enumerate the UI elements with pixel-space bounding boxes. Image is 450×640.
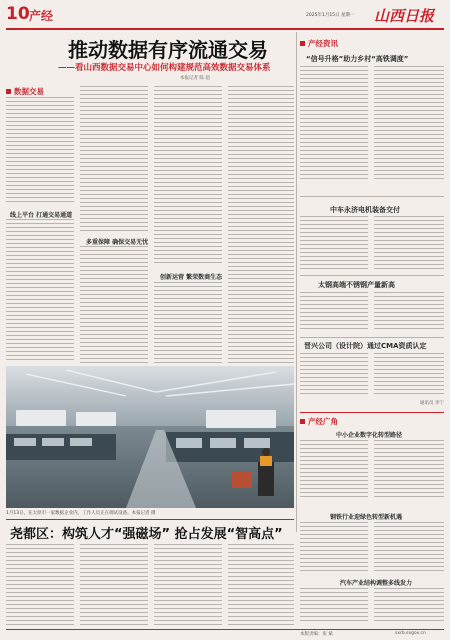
divider — [300, 275, 444, 276]
header-rule — [6, 28, 444, 30]
wide-headline-2: 钢铁行业迎绿色转型新机遇 — [330, 514, 403, 521]
right-headline-2: 中车永济电机装备交付 — [330, 206, 400, 214]
right-headline-4: 晋兴公司（设计院）通过CMA资质认定 — [304, 342, 427, 350]
main-byline: 本报记者 陈 超 — [180, 76, 210, 81]
right-col-text-4a — [300, 353, 368, 397]
page-number: 10 — [6, 4, 30, 24]
section-head-label: 产经资讯 — [308, 39, 338, 48]
lower-left-col-1 — [6, 544, 74, 626]
main-subtitle: ——看山西数据交易中心如何构建规范高效数据交易体系 — [58, 63, 271, 73]
article-col-1b — [6, 219, 74, 363]
right-headline-1: “信号升格”助力乡村“高铁调度” — [306, 55, 409, 63]
date-line: 2025年1月15日 星期一 — [306, 13, 355, 18]
divider — [300, 196, 444, 197]
main-title: 推动数据有序流通交易 — [68, 38, 268, 62]
right-col-text-2b — [374, 216, 444, 270]
section-head-label: 产经广角 — [308, 417, 338, 426]
photo-caption: 1月13日，在太原市一家数据企业内，工作人员正在调试设备。本报记者 摄 — [6, 511, 156, 516]
lower-left-col-3 — [154, 544, 222, 626]
subhead-innovation: 创新运营 繁荣数商生态 — [160, 274, 223, 281]
right-byline: 通讯员 李宁 — [420, 401, 444, 406]
wide-text-2b — [374, 522, 444, 572]
footer-rule — [6, 629, 444, 630]
lower-left-title: 尧都区：构筑人才“强磁场” 抢占发展“智高点” — [10, 527, 283, 542]
lower-left-col-2 — [80, 544, 148, 626]
wide-headline-1: 中小企业数字化转型路径 — [336, 432, 403, 439]
wide-headline-3: 汽车产业结构调整多线发力 — [340, 580, 413, 587]
square-icon — [6, 89, 11, 94]
factory-illustration — [6, 366, 294, 508]
article-col-2a — [80, 86, 148, 232]
right-col-text-1a — [300, 66, 368, 181]
lower-left-col-4 — [228, 544, 294, 626]
divider — [300, 412, 444, 413]
article-col-3b — [154, 282, 222, 363]
wide-text-1b — [374, 440, 444, 500]
footer-url: sxrb.sxgov.cn — [395, 631, 426, 636]
right-col-text-3b — [374, 292, 444, 332]
divider — [300, 337, 444, 338]
square-icon — [300, 41, 305, 46]
section-head-news — [300, 38, 338, 49]
article-col-3a — [154, 86, 222, 266]
right-col-text-3a — [300, 292, 368, 332]
wide-text-1a — [300, 440, 368, 500]
section-head-label: 数据交易 — [14, 87, 44, 96]
right-col-text-2a — [300, 216, 368, 270]
wide-text-2a — [300, 522, 368, 572]
footer-editor: 本版责编：张 斌 — [300, 632, 333, 637]
news-photo — [6, 366, 294, 508]
article-col-1a — [6, 97, 74, 205]
subhead-guarantee: 多重保障 确保交易无忧 — [86, 239, 149, 246]
right-headline-3: 太钢高端不锈钢产量新高 — [318, 281, 395, 289]
section-name: 产经 — [29, 9, 54, 23]
section-head-data-trade — [6, 86, 44, 97]
article-col-2b — [80, 246, 148, 363]
article-col-4 — [228, 86, 294, 363]
page-header — [6, 4, 444, 28]
divider — [6, 519, 294, 520]
wide-text-3b — [374, 588, 444, 624]
masthead-logo: 山西日报 — [374, 7, 435, 25]
right-col-text-1b — [374, 66, 444, 181]
section-head-wide-angle — [300, 416, 338, 427]
square-icon — [300, 419, 305, 424]
subhead-online-platform: 线上平台 打通交易通道 — [10, 212, 73, 219]
col-divider — [296, 32, 297, 532]
wide-text-3a — [300, 588, 368, 624]
right-col-text-4b — [374, 353, 444, 397]
